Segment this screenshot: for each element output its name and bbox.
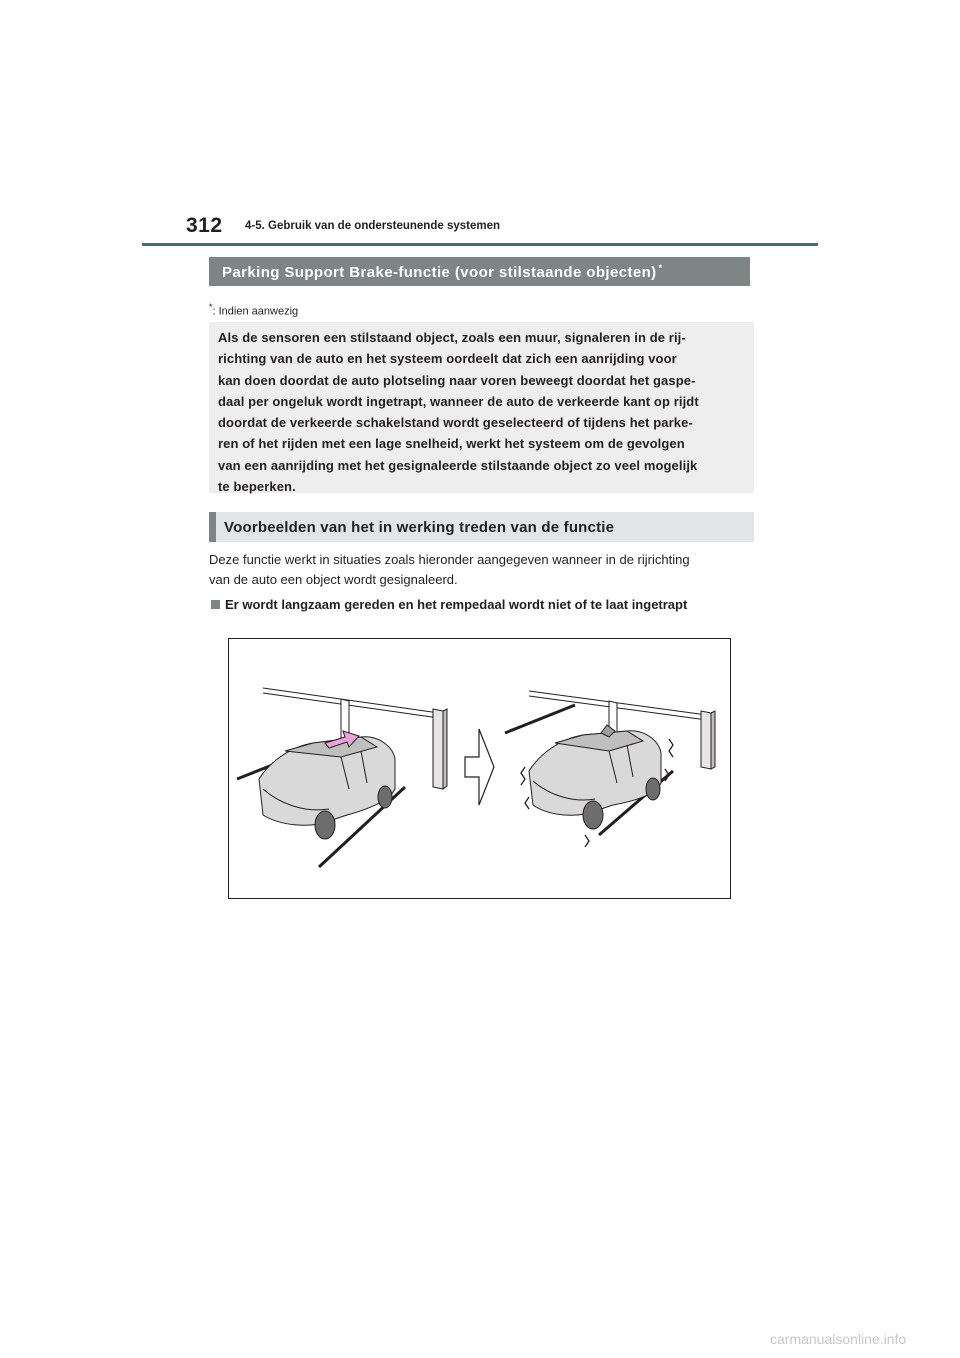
bullet-text: Er wordt langzaam gereden en het rempedaal wordt niet of te laat ingetrapt [225, 597, 688, 612]
footnote-mark: * [209, 302, 213, 312]
body-paragraph [209, 550, 690, 590]
left-scene [237, 688, 447, 867]
watermark: carmanualsonline.info [770, 1331, 907, 1347]
subsection-title: Voorbeelden van het in werking treden van de functie [224, 518, 615, 536]
header-rule [142, 243, 818, 246]
summary-line: van een aanrijding met het gesignaleerde stilstaande object zo veel mogelijk [218, 457, 698, 473]
illustration-frame [228, 638, 731, 899]
bullet-square-icon [211, 600, 220, 609]
bullet-heading [211, 597, 687, 612]
section-title-mark: * [658, 262, 663, 273]
right-scene [505, 691, 715, 847]
parking-brake-illustration [229, 639, 730, 898]
summary-line: te beperken. [218, 479, 296, 495]
body-line: van de auto een object wordt gesignaleerd. [209, 572, 458, 587]
footnote-text: : Indien aanwezig [212, 305, 299, 318]
chapter-title: 4-5. Gebruik van de ondersteunende systemen [245, 220, 500, 232]
transition-arrow-icon [465, 729, 494, 805]
summary-box [209, 322, 754, 493]
section-title: Parking Support Brake-functie (voor stilstaande objecten) [222, 263, 657, 281]
summary-line: kan doen doordat de auto plotseling naar voren beweegt doordat het gaspe- [218, 372, 696, 388]
footnote [209, 302, 298, 318]
section-heading-text [222, 263, 662, 281]
summary-line: doordat de verkeerde schakelstand wordt geselecteerd of tijdens het parke- [218, 415, 693, 431]
page-number: 312 [186, 214, 223, 237]
summary-line: Als de sensoren een stilstaand object, zoals een muur, signaleren in de rij- [218, 330, 686, 345]
summary-line: richting van de auto en het systeem oordeelt dat zich een aanrijding voor [218, 351, 677, 367]
summary-line: ren of het rijden met een lage snelheid, werkt het systeem om de gevolgen [218, 436, 685, 452]
summary-line: daal per ongeluk wordt ingetrapt, wanneer de auto de verkeerde kant op rijdt [218, 393, 699, 409]
body-line: Deze functie werkt in situaties zoals hieronder aangegeven wanneer in de rijrichting [209, 552, 690, 567]
subsection-heading [209, 512, 754, 542]
section-heading [209, 257, 750, 286]
